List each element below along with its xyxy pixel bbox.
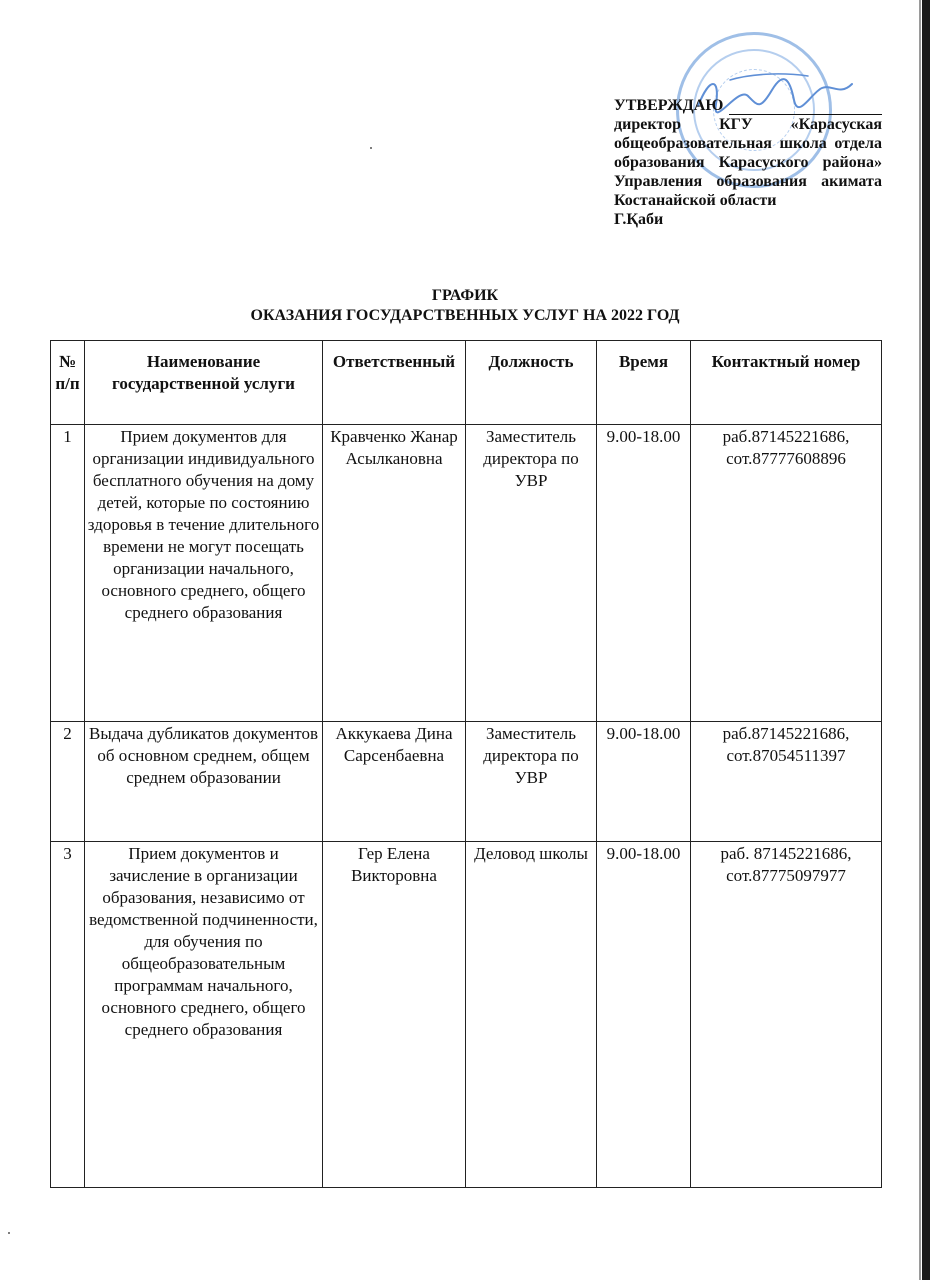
cell-service: Прием документов и зачисление в организации образования, независимо от ведомственной подчиненности, для обучения по общеобразовательным программам начального, основного среднего, общего среднего образования [85,842,323,1188]
cell-contact: раб. 87145221686, сот.87775097977 [691,842,882,1188]
table-header-row [51,341,882,425]
header-position: Должность [466,341,597,425]
cell-num: 2 [51,722,85,842]
cell-position: Заместитель директора по УВР [466,425,597,722]
scan-edge-line [919,0,921,1280]
title-line-2: ОКАЗАНИЯ ГОСУДАРСТВЕННЫХ УСЛУГ НА 2022 ГОД [250,307,680,324]
header-service: Наименование государственной услуги [85,341,323,425]
title-line-1: ГРАФИК [431,287,499,304]
cell-position: Деловод школы [466,842,597,1188]
cell-contact: раб.87145221686, сот.87777608896 [691,425,882,722]
cell-service: Прием документов для организации индивидуального бесплатного обучения на дому детей, которые по состоянию здоровья в течение длительного времени не могут посещать организации начального, основного среднего, общего среднего образования [85,425,323,722]
document-title [0,286,930,326]
cell-time: 9.00-18.00 [597,425,691,722]
approval-heading-row [614,96,882,115]
approval-heading: УТВЕРЖДАЮ [614,97,724,114]
cell-time: 9.00-18.00 [597,842,691,1188]
cell-service: Выдача дубликатов документов об основном среднем, общем среднем образовании [85,722,323,842]
cell-num: 1 [51,425,85,722]
table-row [51,722,882,842]
scan-speck [8,1232,10,1234]
signature-line [729,100,882,115]
cell-responsible: Кравченко Жанар Асылкановна [323,425,466,722]
cell-time: 9.00-18.00 [597,722,691,842]
services-table [50,340,882,1188]
cell-position: Заместитель директора по УВР [466,722,597,842]
cell-contact: раб.87145221686, сот.87054511397 [691,722,882,842]
header-time: Время [597,341,691,425]
header-responsible: Ответственный [323,341,466,425]
approval-text: директор КГУ «Карасуская общеобразовательная школа отдела образования Карасуского района» Управления образования акимата Костанайской области [614,116,882,209]
header-num: № п/п [51,341,85,425]
cell-responsible: Гер Елена Викторовна [323,842,466,1188]
table-row [51,842,882,1188]
cell-responsible: Аккукаева Дина Сарсенбаевна [323,722,466,842]
scan-speck [370,147,372,149]
scan-edge-shadow [922,0,930,1280]
approval-block [614,96,882,229]
header-contact: Контактный номер [691,341,882,425]
cell-num: 3 [51,842,85,1188]
table-row [51,425,882,722]
approval-name: Г.Қаби [614,211,664,228]
